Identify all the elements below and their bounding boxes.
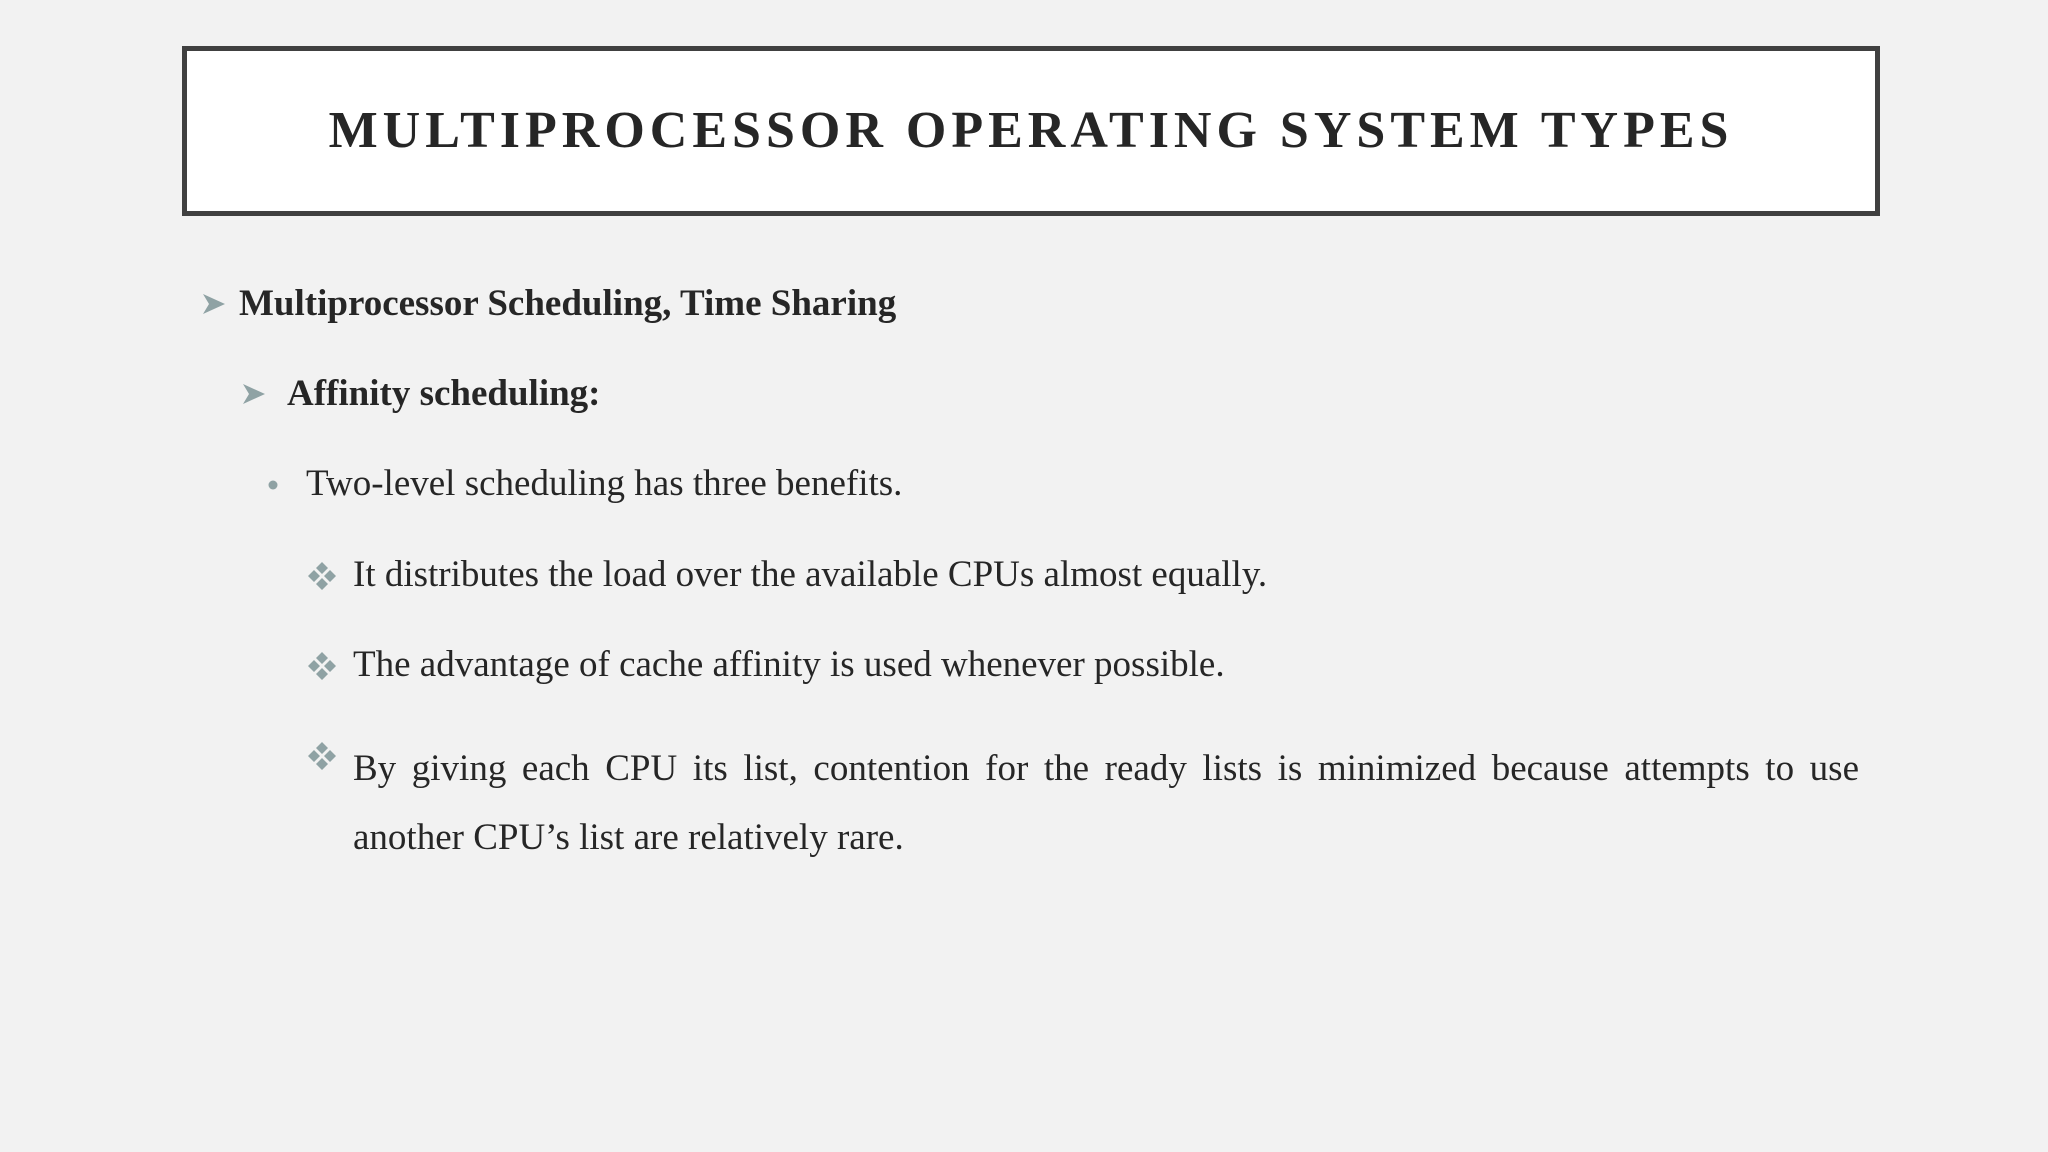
bullet-item-level3 [306, 461, 902, 507]
slide-title: MULTIPROCESSOR OPERATING SYSTEM TYPES [328, 101, 1734, 159]
bullet-item-text: Affinity scheduling: [287, 373, 601, 414]
bullet-item-text: By giving each CPU its list, contention for the ready lists is minimized because attempts to use another CPU’s list are relatively rare. [353, 748, 1859, 858]
bullet-item-level1 [239, 281, 896, 327]
arrow-bullet-icon [202, 292, 226, 316]
title-box [182, 46, 1880, 216]
diamond-bullet-icon [307, 741, 337, 771]
arrow-bullet-icon [242, 382, 266, 406]
bullet-item-text: The advantage of cache affinity is used whenever possible. [353, 644, 1225, 685]
bullet-item-level4 [353, 642, 1225, 688]
bullet-item-text: It distributes the load over the available CPUs almost equally. [353, 554, 1268, 595]
diamond-bullet-icon [307, 561, 337, 591]
diamond-bullet-icon [307, 651, 337, 681]
bullet-item-level4 [353, 734, 1859, 872]
bullet-item-level2 [287, 371, 601, 417]
bullet-item-level4 [353, 552, 1267, 598]
bullet-item-text: Multiprocessor Scheduling, Time Sharing [239, 283, 897, 324]
bullet-item-text: Two-level scheduling has three benefits. [306, 463, 903, 504]
dot-bullet-icon [267, 479, 279, 491]
